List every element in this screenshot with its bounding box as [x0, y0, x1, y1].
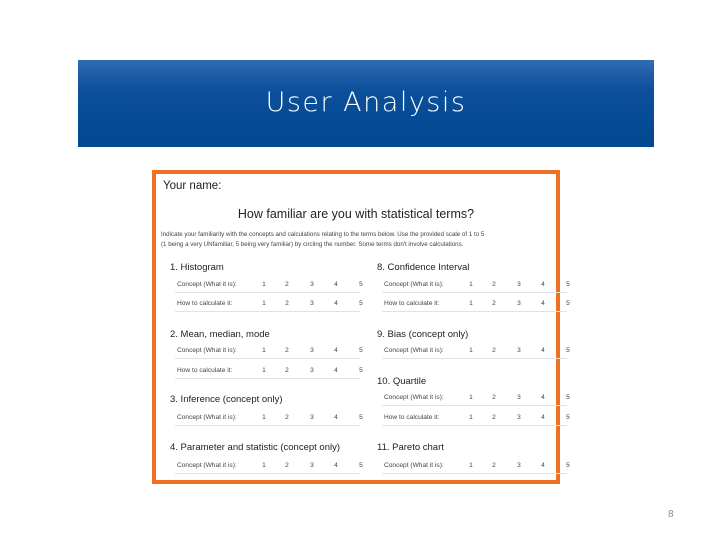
- scale-option[interactable]: 4: [334, 462, 338, 469]
- rating-row: [384, 347, 570, 357]
- rating-row-label: Concept (What it is):: [384, 462, 444, 469]
- row-divider: [175, 473, 360, 474]
- scale-option[interactable]: 2: [492, 394, 496, 401]
- scale-option[interactable]: 1: [469, 281, 473, 288]
- scale-option[interactable]: 2: [285, 414, 289, 421]
- scale-option[interactable]: 5: [359, 367, 363, 374]
- scale-option[interactable]: 4: [334, 281, 338, 288]
- scale-option[interactable]: 5: [566, 394, 570, 401]
- scale-option[interactable]: 3: [517, 462, 521, 469]
- rating-row: [177, 281, 363, 291]
- scale-option[interactable]: 2: [285, 462, 289, 469]
- name-label: Your name:: [163, 180, 222, 192]
- scale-option[interactable]: 1: [469, 300, 473, 307]
- scale-option[interactable]: 1: [469, 414, 473, 421]
- scale-option[interactable]: 4: [334, 347, 338, 354]
- row-divider: [175, 378, 360, 379]
- scale-option[interactable]: 1: [469, 347, 473, 354]
- scale-option[interactable]: 1: [262, 367, 266, 374]
- scale-option[interactable]: 4: [541, 347, 545, 354]
- row-divider: [382, 292, 567, 293]
- rating-row: [384, 462, 570, 472]
- scale-option[interactable]: 2: [285, 300, 289, 307]
- rating-row: [177, 367, 363, 377]
- question-title: 9. Bias (concept only): [377, 329, 469, 340]
- scale-option[interactable]: 3: [517, 281, 521, 288]
- scale-option[interactable]: 1: [262, 281, 266, 288]
- scale-option[interactable]: 2: [492, 462, 496, 469]
- scale-option[interactable]: 3: [517, 300, 521, 307]
- scale-option[interactable]: 5: [359, 462, 363, 469]
- instruction-line: Indicate your familiarity with the concepts and calculations relating to the terms below. Use the provided scale of 1 to 5: [161, 231, 485, 238]
- form-title: How familiar are you with statistical terms?: [237, 207, 475, 221]
- row-divider: [175, 358, 360, 359]
- scale-option[interactable]: 1: [262, 300, 266, 307]
- survey-form: [156, 174, 570, 480]
- scale-option[interactable]: 5: [359, 414, 363, 421]
- scale-option[interactable]: 2: [492, 300, 496, 307]
- scale-option[interactable]: 1: [262, 347, 266, 354]
- rating-row: [384, 414, 570, 424]
- scale-option[interactable]: 4: [541, 462, 545, 469]
- scale-option[interactable]: 5: [566, 347, 570, 354]
- scale-option[interactable]: 3: [310, 414, 314, 421]
- scale-option[interactable]: 1: [469, 394, 473, 401]
- scale-option[interactable]: 1: [262, 462, 266, 469]
- rating-row: [177, 347, 363, 357]
- question-title: 11. Pareto chart: [377, 442, 444, 453]
- scale-option[interactable]: 3: [517, 347, 521, 354]
- scale-option[interactable]: 3: [517, 414, 521, 421]
- scale-option[interactable]: 5: [359, 281, 363, 288]
- rating-row-label: Concept (What it is):: [384, 347, 444, 354]
- row-divider: [382, 473, 567, 474]
- rating-row-label: How to calculate it:: [177, 300, 233, 307]
- scale-option[interactable]: 5: [359, 300, 363, 307]
- title-banner: [78, 60, 654, 147]
- question-title: 1. Histogram: [170, 262, 224, 273]
- scale-option[interactable]: 2: [492, 281, 496, 288]
- scale-option[interactable]: 3: [517, 394, 521, 401]
- scale-option[interactable]: 3: [310, 367, 314, 374]
- scale-option[interactable]: 4: [334, 367, 338, 374]
- scale-option[interactable]: 2: [492, 347, 496, 354]
- row-divider: [175, 425, 360, 426]
- scale-option[interactable]: 2: [492, 414, 496, 421]
- scale-option[interactable]: 3: [310, 281, 314, 288]
- rating-row: [177, 414, 363, 424]
- question-title: 8. Confidence Interval: [377, 262, 470, 273]
- row-divider: [382, 358, 567, 359]
- scale-option[interactable]: 5: [566, 281, 570, 288]
- scale-option[interactable]: 3: [310, 462, 314, 469]
- rating-row-label: How to calculate it:: [177, 367, 233, 374]
- scale-option[interactable]: 4: [541, 300, 545, 307]
- scale-option[interactable]: 5: [566, 414, 570, 421]
- scale-option[interactable]: 4: [334, 414, 338, 421]
- scale-option[interactable]: 1: [469, 462, 473, 469]
- form-instructions: [161, 230, 556, 250]
- rating-row-label: Concept (What it is):: [384, 281, 444, 288]
- scale-option[interactable]: 2: [285, 281, 289, 288]
- row-divider: [175, 292, 360, 293]
- instruction-line: (1 being a very UNfamiliar, 5 being very familiar) by circling the number. Some terms don't involve calculations.: [161, 241, 464, 248]
- row-divider: [382, 405, 567, 406]
- scale-option[interactable]: 5: [566, 300, 570, 307]
- scale-option[interactable]: 2: [285, 367, 289, 374]
- rating-row-label: Concept (What it is):: [177, 347, 237, 354]
- rating-row-label: Concept (What it is):: [177, 462, 237, 469]
- scale-option[interactable]: 1: [262, 414, 266, 421]
- scale-option[interactable]: 5: [359, 347, 363, 354]
- rating-row-label: How to calculate it:: [384, 414, 440, 421]
- question-title: 4. Parameter and statistic (concept only): [170, 442, 341, 453]
- rating-row-label: How to calculate it:: [384, 300, 440, 307]
- scale-option[interactable]: 4: [334, 300, 338, 307]
- scale-option[interactable]: 4: [541, 414, 545, 421]
- rating-row: [177, 462, 363, 472]
- scale-option[interactable]: 5: [566, 462, 570, 469]
- rating-row: [384, 281, 570, 291]
- rating-row: [177, 300, 363, 310]
- question-title: 2. Mean, median, mode: [170, 329, 270, 340]
- rating-row: [384, 300, 570, 310]
- page-number: 8: [668, 509, 674, 520]
- row-divider: [382, 425, 567, 426]
- rating-row-label: Concept (What it is):: [177, 281, 237, 288]
- scale-option[interactable]: 4: [541, 281, 545, 288]
- question-title: 3. Inference (concept only): [170, 394, 283, 405]
- rating-row-label: Concept (What it is):: [384, 394, 444, 401]
- rating-row-label: Concept (What it is):: [177, 414, 237, 421]
- slide-title: User Analysis: [265, 87, 467, 118]
- scale-option[interactable]: 4: [541, 394, 545, 401]
- question-title: 10. Quartile: [377, 376, 427, 387]
- scale-option[interactable]: 3: [310, 347, 314, 354]
- scale-option[interactable]: 3: [310, 300, 314, 307]
- row-divider: [382, 311, 567, 312]
- survey-form-image: [152, 170, 570, 484]
- scale-option[interactable]: 2: [285, 347, 289, 354]
- row-divider: [175, 311, 360, 312]
- rating-row: [384, 394, 570, 404]
